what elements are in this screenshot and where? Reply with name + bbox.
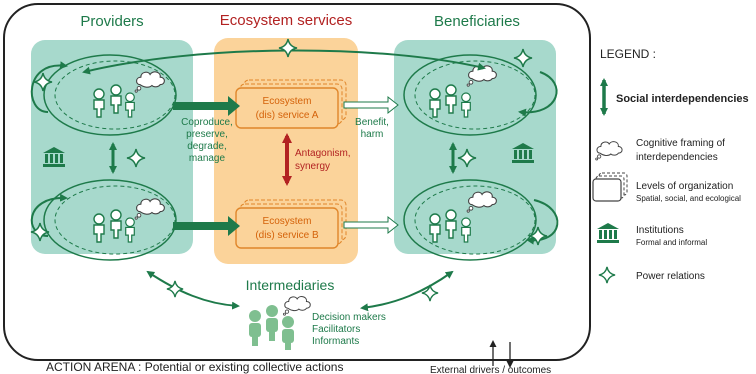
synergy-label: synergy bbox=[295, 161, 331, 172]
intermediary-role-1: Decision makers bbox=[312, 312, 386, 323]
legend-title: LEGEND : bbox=[600, 47, 657, 61]
service-a-line1: Ecosystem bbox=[262, 96, 312, 107]
antagonism-label: Antagonism, bbox=[295, 148, 351, 159]
provider-action-1: Coproduce, bbox=[181, 117, 233, 128]
legend-levels-line2: Spatial, social, and ecological bbox=[636, 194, 741, 203]
legend-institutions-line2: Formal and informal bbox=[636, 238, 708, 247]
service-b-line1: Ecosystem bbox=[262, 216, 312, 227]
provider-action-2: preserve, bbox=[186, 129, 228, 140]
beneficiaries-header: Beneficiaries bbox=[434, 13, 520, 30]
intermediary-role-3: Informants bbox=[312, 336, 360, 347]
legend-levels-line1: Levels of organization bbox=[636, 181, 734, 192]
beneficiary-intermediary-link bbox=[362, 272, 452, 308]
beneficiary-effect-1: Benefit, bbox=[355, 117, 389, 128]
legend-institutions-line1: Institutions bbox=[636, 225, 684, 236]
action-arena-label: ACTION ARENA : Potential or existing collective actions bbox=[46, 360, 344, 374]
provider-action-4: manage bbox=[188, 153, 226, 164]
legend-cognitive-line1: Cognitive framing of bbox=[636, 138, 725, 149]
cognitive-cloud-legend-icon bbox=[596, 142, 622, 160]
institution-legend-icon bbox=[597, 223, 619, 243]
service-a-box bbox=[236, 80, 346, 128]
provider-intermediary-link bbox=[148, 272, 238, 306]
service-b-box bbox=[236, 200, 346, 248]
service-b-line2: (dis) service B bbox=[255, 230, 319, 241]
levels-of-organization-legend-icon bbox=[593, 173, 627, 201]
ecosystem-services-header: Ecosystem services bbox=[219, 12, 353, 29]
external-drivers-label: External drivers / outcomes bbox=[430, 365, 552, 374]
power-relation-icon bbox=[167, 281, 183, 297]
provider-action-3: degrade, bbox=[187, 141, 227, 152]
intermediaries-header: Intermediaries bbox=[245, 277, 335, 293]
power-relation-legend-icon bbox=[599, 267, 615, 283]
service-a-line2: (dis) service A bbox=[255, 110, 319, 121]
providers-header: Providers bbox=[80, 13, 144, 30]
legend-social-label: Social interdependencies bbox=[616, 93, 749, 105]
legend bbox=[593, 47, 749, 283]
intermediary-role-2: Facilitators bbox=[312, 324, 361, 335]
intermediary-cloud-icon bbox=[283, 297, 310, 316]
legend-power-label: Power relations bbox=[636, 271, 705, 282]
beneficiary-effect-2: harm bbox=[360, 129, 384, 140]
power-relation-icon bbox=[422, 285, 438, 301]
legend-cognitive-line2: interdependencies bbox=[636, 152, 718, 163]
